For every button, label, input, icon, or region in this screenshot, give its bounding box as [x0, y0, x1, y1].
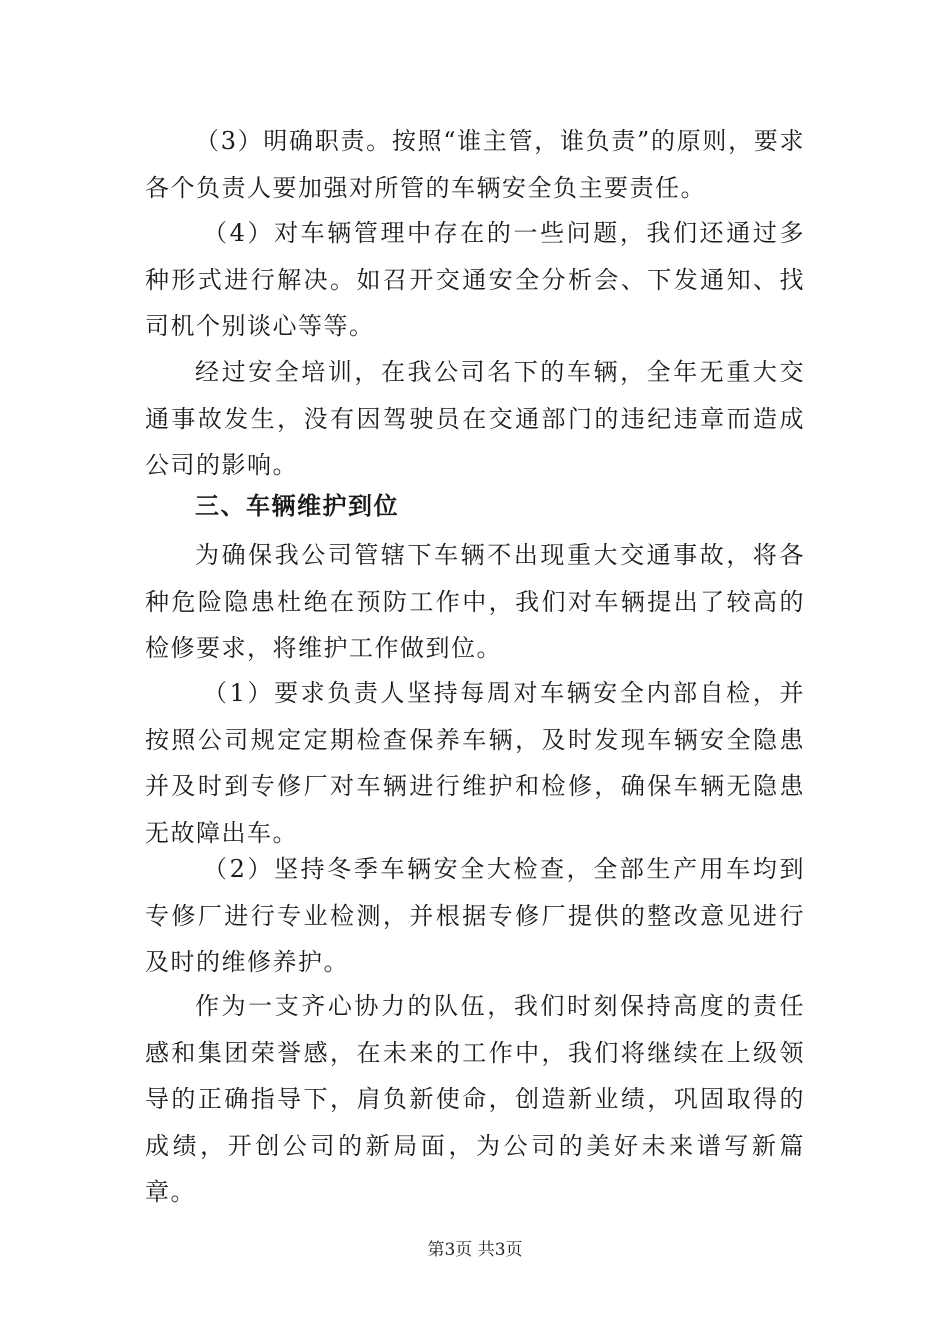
paragraph-training-result: 经过安全培训，在我公司名下的车辆，全年无重大交通事故发生，没有因驾驶员在交通部门的违纪违章而造成公司的影响。: [145, 358, 805, 479]
paragraph-solve-problems: （4）对车辆管理中存在的一些问题，我们还通过多种形式进行解决。如召开交通安全分析会、下发通知、找司机个别谈心等等。: [145, 219, 805, 340]
section-heading: 三、车辆维护到位: [195, 492, 399, 520]
paragraph-clarify-duties: （3）明确职责。按照“谁主管，谁负责”的原则，要求各个负责人要加强对所管的车辆安全负主要责任。: [145, 127, 805, 202]
page-footer: 第3页 共3页: [427, 1240, 523, 1260]
paragraph-weekly-check: （1）要求负责人坚持每周对车辆安全内部自检，并按照公司规定定期检查保养车辆，及时发现车辆安全隐患并及时到专修厂对车辆进行维护和检修，确保车辆无隐患无故障出车。: [145, 679, 805, 847]
paragraph-conclusion: 作为一支齐心协力的队伍，我们时刻保持高度的责任感和集团荣誉感，在未来的工作中，我们将继续在上级领导的正确指导下，肩负新使命，创造新业绩，巩固取得的成绩，开创公司的新局面，为公司的美好未来谱写新篇章。: [145, 992, 805, 1206]
paragraph-maintenance-intro: 为确保我公司管辖下车辆不出现重大交通事故，将各种危险隐患杜绝在预防工作中，我们对车辆提出了较高的检修要求，将维护工作做到位。: [145, 541, 805, 662]
paragraph-winter-inspection: （2）坚持冬季车辆安全大检查，全部生产用车均到专修厂进行专业检测，并根据专修厂提供的整改意见进行及时的维修养护。: [145, 855, 805, 976]
